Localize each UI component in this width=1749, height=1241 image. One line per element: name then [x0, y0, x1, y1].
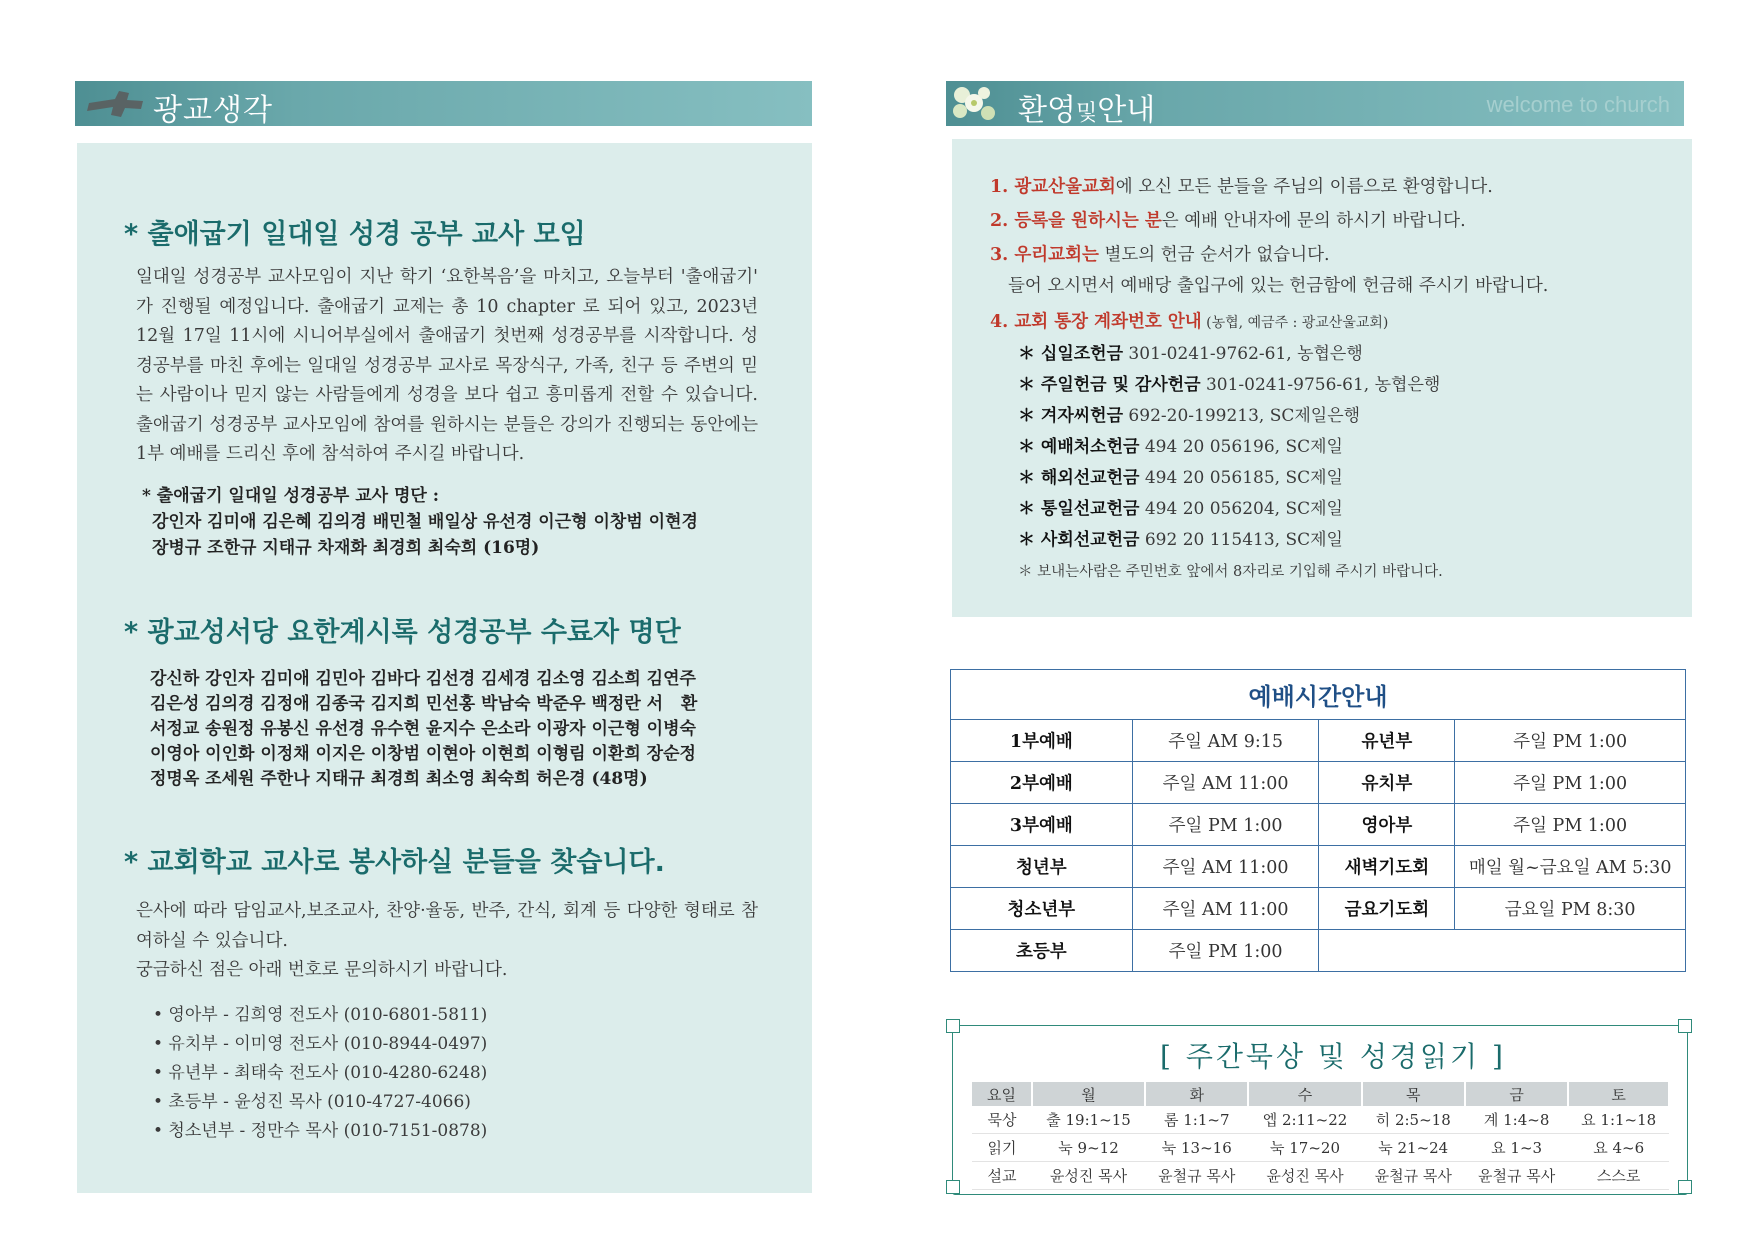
account-item: ＊ 십일조헌금 301-0241-9762-61, 농협은행: [1018, 344, 1363, 364]
schedule-label: 청소년부: [951, 888, 1133, 930]
schedule-time: 주일 PM 1:00: [1455, 762, 1686, 804]
schedule-row: [951, 720, 1686, 762]
weekly-header-cell: 목: [1362, 1082, 1465, 1106]
schedule-label: 3부예배: [951, 804, 1133, 846]
weekly-header-cell: 월: [1032, 1082, 1145, 1106]
contact-item: • 초등부 - 윤성진 목사 (010-4727-4066): [153, 1092, 471, 1112]
section3-body-ask: 궁금하신 점은 아래 번호로 문의하시기 바랍니다.: [136, 960, 508, 980]
weekly-reading-table: [972, 1082, 1670, 1190]
weekly-cell: 윤성진 목사: [1032, 1162, 1145, 1190]
weekly-cell: 엡 2:11~22: [1248, 1106, 1361, 1134]
schedule-label: 초등부: [951, 930, 1133, 972]
schedule-time: 주일 AM 11:00: [1132, 888, 1319, 930]
schedule-time: 금요일 PM 8:30: [1455, 888, 1686, 930]
section1-names-line1: 강인자 김미애 김은혜 김의경 배민철 배일상 유선경 이근형 이창범 이현경: [152, 512, 698, 532]
section3-title: * 교회학교 교사로 봉사하실 분들을 찾습니다.: [124, 847, 665, 878]
weekly-cell: 읽기: [972, 1134, 1032, 1162]
weekly-cell: 요 1~3: [1465, 1134, 1568, 1162]
schedule-label: 2부예배: [951, 762, 1133, 804]
schedule-time: 매일 월~금요일 AM 5:30: [1455, 846, 1686, 888]
weekly-row: [972, 1162, 1669, 1190]
section2-names-line: 이영아 이인화 이정채 이지은 이창범 이현아 이현희 이형림 이환희 장순정: [150, 744, 696, 764]
weekly-cell: 윤성진 목사: [1248, 1162, 1361, 1190]
schedule-time: 주일 AM 11:00: [1132, 762, 1319, 804]
weekly-header-cell: 토: [1568, 1082, 1669, 1106]
section1-title: * 출애굽기 일대일 성경 공부 교사 모임: [124, 219, 586, 250]
weekly-cell: 눅 21~24: [1362, 1134, 1465, 1162]
section2-title: * 광교성서당 요한계시록 성경공부 수료자 명단: [124, 617, 681, 648]
schedule-label: 유년부: [1319, 720, 1455, 762]
account-item: ＊ 해외선교헌금 494 20 056185, SC제일: [1018, 468, 1343, 488]
contact-item: • 유년부 - 최태숙 전도사 (010-4280-6248): [153, 1063, 488, 1083]
box-corner-ornament: [946, 1180, 960, 1194]
schedule-empty-cell: [1319, 930, 1686, 972]
right-header-bar: [946, 81, 1684, 126]
section1-names-title: * 출애굽기 일대일 성경공부 교사 명단 :: [142, 486, 440, 506]
schedule-label: 1부예배: [951, 720, 1133, 762]
schedule-time: 주일 PM 1:00: [1455, 804, 1686, 846]
right-header-title: 환영및안내: [1018, 93, 1156, 128]
account-item: ＊ 사회선교헌금 692 20 115413, SC제일: [1018, 530, 1343, 550]
info-line-4: 4. 교회 통장 계좌번호 안내 (농협, 예금주 : 광교산울교회): [990, 312, 1389, 332]
schedule-label: 유치부: [1319, 762, 1455, 804]
section2-names-line: 김은성 김의경 김정애 김종국 김지희 민선홍 박남숙 박준우 백정란 서 환: [150, 694, 698, 714]
schedule-label: 새벽기도회: [1319, 846, 1455, 888]
account-item: ＊ 통일선교헌금 494 20 056204, SC제일: [1018, 499, 1343, 519]
schedule-time: 주일 AM 9:15: [1132, 720, 1319, 762]
schedule-time: 주일 PM 1:00: [1455, 720, 1686, 762]
cross-icon: [85, 89, 145, 119]
account-item: ＊ 겨자씨헌금 692-20-199213, SC제일은행: [1018, 406, 1361, 426]
section1-body: 일대일 성경공부 교사모임이 지난 학기 ‘요한복음’을 마치고, 오늘부터 '출애굽기' 가 진행될 예정입니다. 출애굽기 교제는 총 10 chapter 로 되어 있고, 2023년 12월 17일 11시에 시니어부실에서 출애굽기 첫번째 성경공부를 시작합니다. 성경공부를 마친 후에는 일대일 성경공부 교사로 목장식구, 가족, 친구 등 주변의 믿는 사람이나 믿지 않는 사람들에게 성경을 보다 쉽고 흥미롭게 전할 수 있습니다. 출애굽기 성경공부 교사모임에 참여를 원하시는 분들은 강의가 진행되는 동안에는 1부 예배를 드리신 후에 참석하여 주시길 바랍니다.: [136, 267, 758, 464]
schedule-row: [951, 930, 1686, 972]
weekly-cell: 윤철규 목사: [1465, 1162, 1568, 1190]
schedule-time: 주일 AM 11:00: [1132, 846, 1319, 888]
info-line-3-sub: 들어 오시면서 예배당 출입구에 있는 헌금함에 헌금해 주시기 바랍니다.: [1008, 276, 1549, 296]
flower-icon: [948, 81, 1002, 126]
schedule-time: 주일 PM 1:00: [1132, 930, 1319, 972]
left-header-bar: [75, 81, 812, 126]
schedule-label: 청년부: [951, 846, 1133, 888]
left-header-title: 광교생각: [153, 93, 273, 128]
schedule-label: 영아부: [1319, 804, 1455, 846]
weekly-cell: 스스로: [1568, 1162, 1669, 1190]
weekly-header-cell: 수: [1248, 1082, 1361, 1106]
weekly-row: [972, 1134, 1669, 1162]
contact-item: • 청소년부 - 정만수 목사 (010-7151-0878): [153, 1121, 488, 1141]
weekly-cell: 계 1:4~8: [1465, 1106, 1568, 1134]
contact-item: • 유치부 - 이미영 전도사 (010-8944-0497): [153, 1034, 488, 1054]
section2-names-line: 강신하 강인자 김미애 김민아 김바다 김선경 김세경 김소영 김소희 김연주: [150, 669, 696, 689]
section3-body: 은사에 따라 담임교사,보조교사, 찬양·율동, 반주, 간식, 회계 등 다양한 형태로 참여하실 수 있습니다.: [136, 901, 758, 951]
weekly-title: [ 주간묵상 및 성경읽기 ]: [1160, 1040, 1506, 1073]
box-corner-ornament: [1678, 1180, 1692, 1194]
weekly-cell: 히 2:5~18: [1362, 1106, 1465, 1134]
weekly-cell: 윤철규 목사: [1362, 1162, 1465, 1190]
weekly-cell: 롬 1:1~7: [1145, 1106, 1248, 1134]
account-item: ＊ 주일헌금 및 감사헌금 301-0241-9756-61, 농협은행: [1018, 375, 1441, 395]
weekly-row: [972, 1106, 1669, 1134]
schedule-row: [951, 888, 1686, 930]
weekly-cell: 윤철규 목사: [1145, 1162, 1248, 1190]
weekly-header-cell: 화: [1145, 1082, 1248, 1106]
welcome-text: welcome to church: [1486, 92, 1670, 117]
weekly-header-cell: 금: [1465, 1082, 1568, 1106]
box-corner-ornament: [1678, 1019, 1692, 1033]
account-note: ＊ 보내는사람은 주민번호 앞에서 8자리로 기입해 주시기 바랍니다.: [1018, 564, 1443, 580]
worship-schedule-table: [950, 669, 1686, 972]
schedule-label: 금요기도회: [1319, 888, 1455, 930]
weekly-cell: 요 4~6: [1568, 1134, 1669, 1162]
weekly-cell: 눅 9~12: [1032, 1134, 1145, 1162]
info-line-2: 2. 등록을 원하시는 분은 예배 안내자에 문의 하시기 바랍니다.: [990, 211, 1466, 231]
section1-names-line2: 장병규 조한규 지태규 차재화 최경희 최숙희 (16명): [152, 538, 540, 558]
weekly-cell: 묵상: [972, 1106, 1032, 1134]
info-line-1: 1. 광교산울교회에 오신 모든 분들을 주님의 이름으로 환영합니다.: [990, 177, 1493, 197]
box-corner-ornament: [946, 1019, 960, 1033]
section2-names-line: 정명옥 조세원 주한나 지태규 최경희 최소영 최숙희 허은경 (48명): [150, 769, 648, 789]
weekly-cell: 출 19:1~15: [1032, 1106, 1145, 1134]
account-item: ＊ 예배처소헌금 494 20 056196, SC제일: [1018, 437, 1343, 457]
schedule-title: 예배시간안내: [951, 670, 1686, 720]
section2-names-line: 서정교 송원정 유봉신 유선경 유수현 윤지수 은소라 이광자 이근형 이병숙: [150, 719, 696, 739]
info-line-3: 3. 우리교회는 별도의 헌금 순서가 없습니다.: [990, 245, 1330, 265]
schedule-row: [951, 762, 1686, 804]
schedule-row: [951, 804, 1686, 846]
weekly-cell: 설교: [972, 1162, 1032, 1190]
weekly-header-row: [972, 1082, 1669, 1106]
weekly-cell: 요 1:1~18: [1568, 1106, 1669, 1134]
weekly-cell: 눅 13~16: [1145, 1134, 1248, 1162]
weekly-cell: 눅 17~20: [1248, 1134, 1361, 1162]
schedule-row: [951, 846, 1686, 888]
schedule-time: 주일 PM 1:00: [1132, 804, 1319, 846]
contact-item: • 영아부 - 김희영 전도사 (010-6801-5811): [153, 1005, 488, 1025]
weekly-header-cell: 요일: [972, 1082, 1032, 1106]
